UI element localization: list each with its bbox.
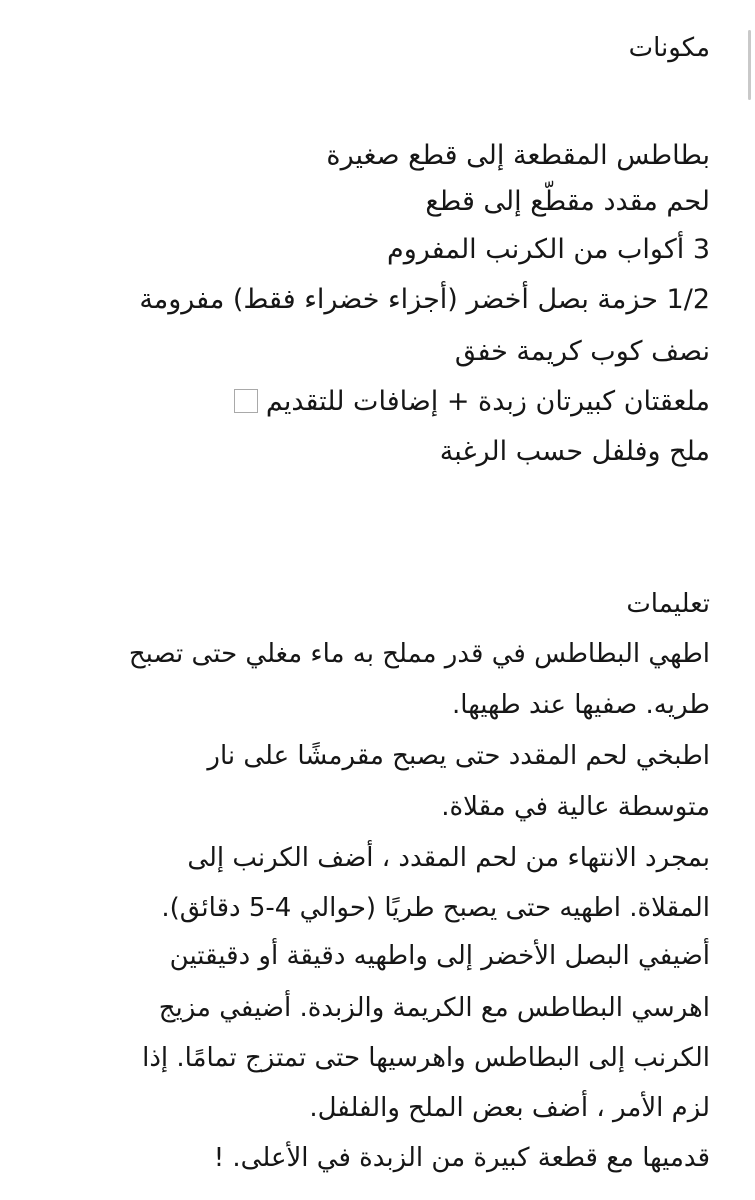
instruction-line: اهرسي البطاطس مع الكريمة والزبدة. أضيفي مزيج (158, 993, 710, 1023)
instruction-line: لزم الأمر ، أضف بعض الملح والفلفل. (309, 1093, 710, 1123)
instruction-line: أضيفي البصل الأخضر إلى واطهيه دقيقة أو دقيقتين (169, 941, 710, 971)
ingredient-checkbox[interactable] (234, 389, 258, 413)
instruction-line: الكرنب إلى البطاطس واهرسيها حتى تمتزج تمامًا. إذا (142, 1043, 710, 1073)
instruction-line: قدميها مع قطعة كبيرة من الزبدة في الأعلى. ! (213, 1143, 710, 1173)
ingredient-item: 1/2 حزمة بصل أخضر (أجزاء خضراء فقط) مفرومة (139, 284, 710, 315)
ingredient-item: لحم مقدد مقطّع إلى قطع (425, 186, 710, 217)
instruction-line: بمجرد الانتهاء من لحم المقدد ، أضف الكرنب إلى (187, 843, 710, 873)
ingredient-item-checkable (20, 384, 710, 420)
ingredients-heading: مكونات (628, 33, 710, 63)
ingredient-item: ملح وفلفل حسب الرغبة (439, 436, 710, 467)
instruction-line: متوسطة عالية في مقلاة. (441, 792, 710, 822)
instruction-line: اطبخي لحم المقدد حتى يصبح مقرمشًا على نار (207, 741, 710, 771)
instruction-line: اطهي البطاطس في قدر مملح به ماء مغلي حتى تصبح (128, 639, 710, 669)
ingredient-item: بطاطس المقطعة إلى قطع صغيرة (326, 140, 710, 171)
instruction-line: المقلاة. اطهيه حتى يصبح طريًا (حوالي 4-5 دقائق). (161, 893, 710, 923)
ingredient-item: 3 أكواب من الكرنب المفروم (387, 234, 710, 265)
instruction-line: طريه. صفيها عند طهيها. (452, 690, 710, 720)
scrollbar[interactable] (748, 30, 751, 100)
ingredient-item: نصف كوب كريمة خفق (454, 336, 710, 367)
ingredient-item-label: ملعقتان كبيرتان زبدة + إضافات للتقديم (265, 386, 710, 417)
instructions-heading: تعليمات (626, 589, 710, 619)
